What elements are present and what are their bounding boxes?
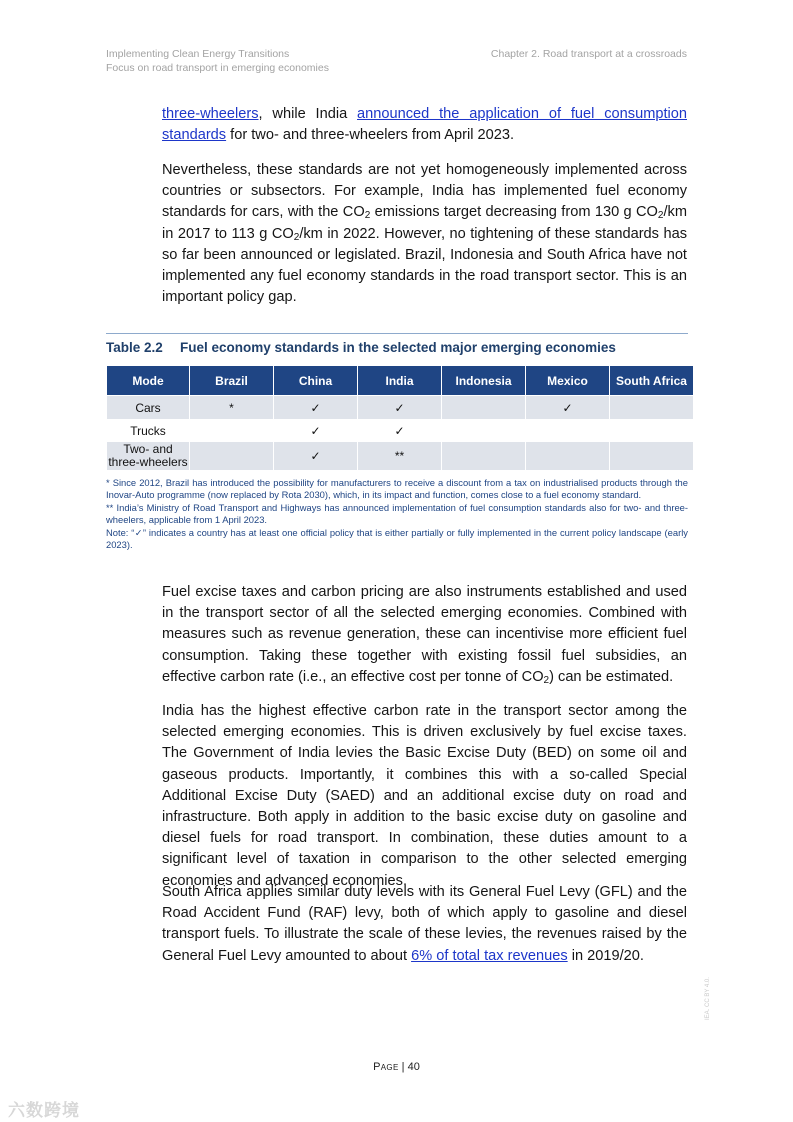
- col-header-indonesia: Indonesia: [442, 366, 525, 395]
- col-header-brazil: Brazil: [190, 366, 273, 395]
- col-header-mode: Mode: [107, 366, 189, 395]
- table-cell: [526, 419, 609, 442]
- table-title: Fuel economy standards in the selected major emerging economies: [180, 340, 616, 355]
- table-notes: [106, 477, 688, 551]
- col-header-south-africa: South Africa: [610, 366, 693, 395]
- paragraph-2: Nevertheless, these standards are not yet homogeneously implemented across countries or subsectors. For example, India has implemented fuel economy standards for cars, with the $CO_2$ emissions target decreasing from 130 g $CO_2/km$ in 2017 to 113 g $CO_2/km$ in 2022. However, no tightening of these standards has so far been announced or legislated. Brazil, Indonesia and South Africa have not implemented any fuel economy standards in the road transport sector. This is an important policy gap.: [162, 162, 687, 306]
- table-cell: [442, 442, 525, 470]
- page-number-value: 40: [407, 1061, 420, 1073]
- row-label: Two- and three-wheelers: [108, 442, 188, 469]
- three-wheelers-link[interactable]: three-wheelers: [162, 106, 259, 122]
- table-cell: ✓: [274, 442, 357, 470]
- table-cell: ✓: [358, 395, 441, 419]
- report-title: Implementing Clean Energy Transitions: [106, 48, 290, 60]
- table-cell: [610, 442, 693, 470]
- fuel-consumption-standards-link[interactable]: announced the application of fuel consumption standards: [162, 106, 687, 144]
- paragraph-4: India has the highest effective carbon rate in the transport sector among the selected emerging economies. This is driven exclusively by fuel excise taxes. The Government of India levies the Basic Excise Duty (BED) on some oil and gaseous products. Importantly, it combines this with a so-called Special Additional Excise Duty (SAED) and an additional excise duty on road and infrastructure. Both apply in addition to the basic excise duty on gasoline and diesel fuels for road transport. In combination, these duties amount to a significant level of taxation in comparison to the other selected emerging economies and advanced economies.: [162, 703, 687, 889]
- report-subtitle: Focus on road transport in emerging economies: [106, 62, 329, 74]
- table-row: [107, 395, 693, 419]
- table-cell: ✓: [274, 395, 357, 419]
- table-cell: [442, 395, 525, 419]
- running-header-left: [106, 47, 329, 75]
- table-number: Table 2.2: [106, 340, 163, 355]
- footnote-india: ** India’s Ministry of Road Transport and Highways has announced implementation of fuel consumption standards also for two- and three-wheelers, applicable from 1 April 2023.: [106, 501, 688, 526]
- table-cell: ✓: [394, 423, 405, 438]
- table-cell: [190, 442, 273, 470]
- table-cell: [442, 419, 525, 442]
- chapter-title: Chapter 2. Road transport at a crossroads: [490, 48, 687, 60]
- table-cell: ✓: [526, 395, 609, 419]
- license-text: IEA. CC BY 4.0.: [705, 977, 711, 1020]
- footnote-brazil: * Since 2012, Brazil has introduced the possibility for manufacturers to receive a discount from a tax on industrialised products through the Inovar-Auto programme (now replaced by Rota 2030), which, in its impact and function, comes close to a fuel economy standard.: [106, 477, 688, 501]
- table-header-row: [107, 366, 693, 395]
- table-cell: [190, 419, 273, 442]
- row-label: Trucks: [130, 423, 166, 438]
- table-cell: [610, 419, 693, 442]
- paragraph-5: South Africa applies similar duty levels with its General Fuel Levy (GFL) and the Road Accident Fund (RAF) levy, both of which apply to gasoline and diesel transport fuels. To illustrate the scale of these levies, the revenues raised by the General Fuel Levy amounted to about 6% of total tax revenues in 2019/20.: [162, 884, 687, 964]
- tax-revenues-link[interactable]: 6% of total tax revenues: [411, 947, 568, 964]
- table-cell: ✓: [310, 423, 321, 438]
- table-cell: [610, 395, 693, 419]
- col-header-china: China: [274, 366, 357, 395]
- col-header-india: India: [358, 366, 441, 395]
- paragraph-3: Fuel excise taxes and carbon pricing are also instruments established and used in the transport sector of all the selected emerging economies. Combined with measures such as revenue generation, these can incentivise more efficient fuel consumption. Taking these together with existing fossil fuel subsidies, an effective carbon rate (i.e., an effective cost per tonne of $CO_2$) can be estimated.: [162, 584, 687, 686]
- watermark: 六数跨境: [8, 1101, 80, 1120]
- table-cell: [526, 442, 609, 470]
- row-label: Cars: [107, 395, 189, 419]
- table-caption: [106, 333, 688, 355]
- table-cell: **: [358, 442, 441, 470]
- page-label: Page: [373, 1061, 399, 1073]
- fuel-economy-table: [106, 366, 694, 470]
- col-header-mexico: Mexico: [526, 366, 609, 395]
- footnote-checkmark: Note: “✓” indicates a country has at least one official policy that is either partially or fully implemented in the current policy landscape (early 2023).: [106, 526, 688, 551]
- table-row: [107, 419, 693, 442]
- page-number: Page | 40: [373, 1061, 420, 1073]
- table-cell: *: [190, 395, 273, 419]
- paragraph-1: three-wheelers, while India announced the application of fuel consumption standards for two- and three-wheelers from April 2023.: [162, 106, 687, 144]
- table-row: [107, 442, 693, 470]
